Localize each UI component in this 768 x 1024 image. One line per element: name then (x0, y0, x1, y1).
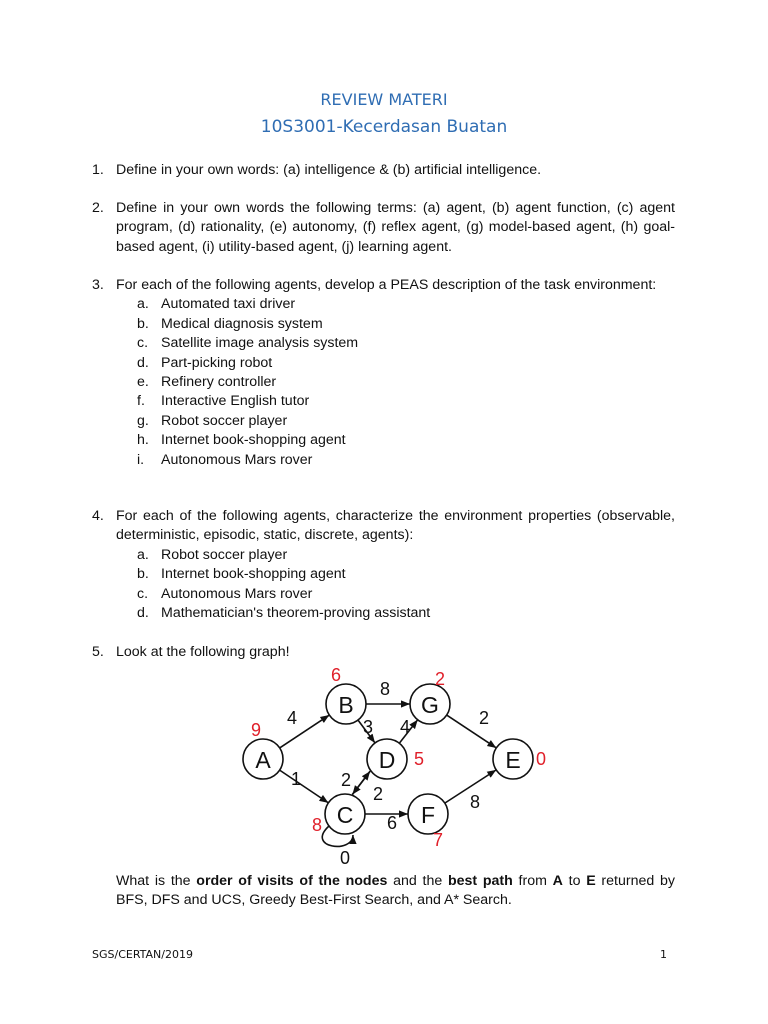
footer-code: SGS/CERTAN/2019 (92, 948, 193, 961)
document-title: REVIEW MATERI (320, 90, 448, 109)
question-5-prompt (92, 872, 675, 911)
edge-weight-label: 2 (372, 784, 384, 804)
question-text: For each of the following agents, characterize the environment properties (observable, deterministic, episodic, static, discrete, agents): (116, 508, 675, 544)
edge-weight-label: 4 (399, 717, 411, 737)
edge-weight-label: 2 (340, 770, 352, 790)
list-item: f. Interactive English tutor (137, 393, 310, 410)
node-label: F (420, 802, 436, 828)
edge-weight-label: 8 (379, 679, 391, 699)
list-item: h. Internet book-shopping agent (137, 432, 346, 449)
question-text: Define in your own words the following terms: (a) agent, (b) agent function, (c) agent program, (d) rationality, (e) autonomy, (f) reflex agent, (g) model-based agent, (h) goal-based agent, (i) utility-based agent, (j) learning agent. (116, 200, 675, 255)
list-item: e. Refinery controller (137, 374, 277, 391)
node-label: G (421, 692, 439, 718)
list-item: b. Medical diagnosis system (137, 315, 323, 332)
edge-weight-label: 6 (386, 813, 398, 833)
question-number: 3. (92, 277, 104, 293)
node-label: D (378, 747, 396, 773)
question-text: Define in your own words: (a) intelligence & (b) artificial intelligence. (116, 162, 542, 178)
node-label: B (338, 692, 354, 718)
page-number: 1 (660, 948, 667, 961)
heuristic-value: 2 (434, 669, 446, 689)
question-text: For each of the following agents, develop a PEAS description of the task environment: (116, 277, 657, 293)
heuristic-value: 6 (330, 665, 342, 685)
heuristic-value: 0 (535, 749, 547, 769)
node-label: C (336, 802, 354, 828)
list-item: d. Part-picking robot (137, 354, 273, 371)
list-item: d. Mathematician's theorem-proving assistant (137, 605, 431, 622)
list-item: c. Satellite image analysis system (137, 335, 359, 352)
list-item: a. Automated taxi driver (137, 296, 296, 313)
edge-weight-label: 3 (362, 717, 374, 737)
prompt-text: What is the order of visits of the nodes and the best path from A to E returned by BFS, DFS and UCS, Greedy Best-First Search, and A* Search. (116, 873, 675, 909)
question-number: 2. (92, 200, 104, 216)
list-item: i. Autonomous Mars rover (137, 451, 313, 468)
question-number: 5. (92, 644, 104, 660)
heuristic-value: 9 (250, 720, 262, 740)
heuristic-value: 8 (311, 815, 323, 835)
list-item: b. Internet book-shopping agent (137, 566, 346, 583)
node-label: A (255, 747, 271, 773)
edge-weight-label: 2 (478, 708, 490, 728)
list-item: a. Robot soccer player (137, 546, 288, 563)
question-number: 1. (92, 162, 104, 178)
document-subtitle: 10S3001-Kecerdasan Buatan (260, 117, 508, 137)
node-label: E (505, 747, 521, 773)
heuristic-value: 7 (432, 830, 444, 850)
question-number: 4. (92, 508, 104, 524)
edge-weight-label: 1 (290, 769, 302, 789)
question-text: Look at the following graph! (116, 644, 290, 660)
edge-weight-label: 4 (286, 708, 298, 728)
edge-weight-label: 0 (339, 848, 351, 868)
edge-A-C (280, 770, 329, 803)
edge-D-C (352, 771, 370, 794)
edge-weight-label: 8 (469, 792, 481, 812)
heuristic-value: 5 (413, 749, 425, 769)
list-item: g. Robot soccer player (137, 412, 288, 429)
list-item: c. Autonomous Mars rover (137, 585, 313, 602)
